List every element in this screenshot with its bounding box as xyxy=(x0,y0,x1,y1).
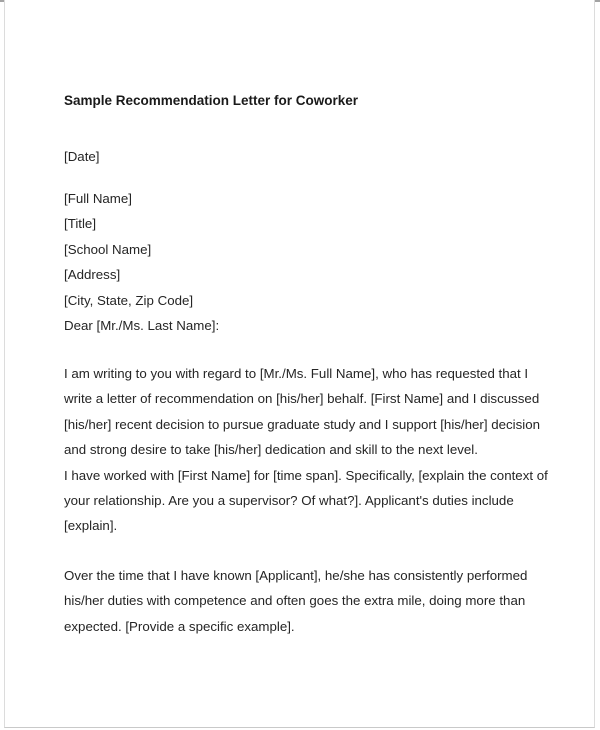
text-line: and strong desire to take [his/her] dedication and skill to the next level. xyxy=(64,442,478,458)
date-placeholder-line: [Date] xyxy=(64,149,100,164)
text-line: his/her duties with competence and often goes the extra mile, doing more than xyxy=(64,593,526,609)
recipient-address-block xyxy=(64,186,554,338)
text-line: [his/her] recent decision to pursue graduate study and I support [his/her] decision xyxy=(64,416,541,432)
text-line: [City, State, Zip Code] xyxy=(64,292,194,308)
text-line: [Title] xyxy=(64,216,97,232)
text-line: [School Name] xyxy=(64,241,152,257)
letter-title: Sample Recommendation Letter for Coworker xyxy=(64,93,359,108)
text-line: your relationship. Are you a supervisor? Of what?]. Applicant's duties include xyxy=(64,492,514,508)
paragraph-performance xyxy=(64,563,554,639)
paragraph-introduction xyxy=(64,361,554,539)
text-line: expected. [Provide a specific example]. xyxy=(64,618,295,634)
text-line: [Address] xyxy=(64,267,121,283)
text-line: Dear [Mr./Ms. Last Name]: xyxy=(64,317,220,333)
text-line: [Full Name] xyxy=(64,191,132,206)
letter-page xyxy=(4,0,595,728)
text-line: I have worked with [First Name] for [time span]. Specifically, [explain the context of xyxy=(64,467,548,483)
text-line: I am writing to you with regard to [Mr./Ms. Full Name], who has requested that I xyxy=(64,366,529,381)
text-line: Over the time that I have known [Applicant], he/she has consistently performed xyxy=(64,568,528,583)
text-line: [explain]. xyxy=(64,518,118,534)
text-line: write a letter of recommendation on [his/her] behalf. [First Name] and I discussed xyxy=(64,391,540,407)
